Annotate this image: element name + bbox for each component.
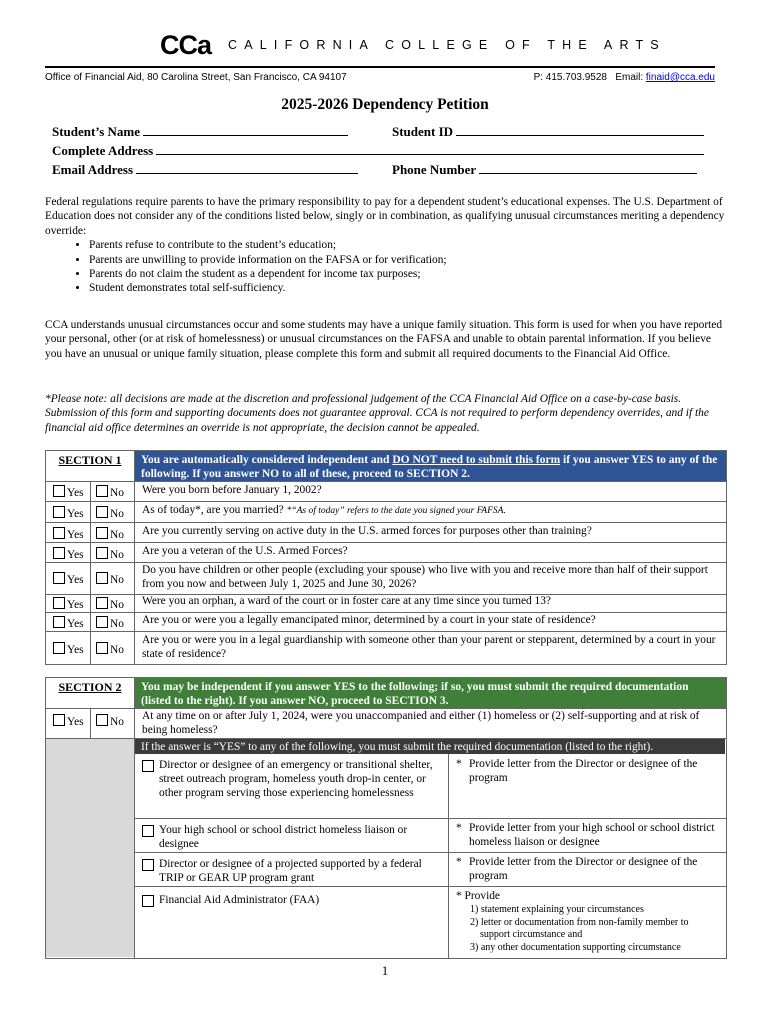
section1-label: SECTION 1 (58, 453, 122, 467)
cca-paragraph: CCA understands unusual circumstances occur and some students may have a unique family situation. This form is used for when you have reported your personal, other (or at risk of homelessness) or unusual circumstances on the FAFSA and unable to obtain parental information. If you believe you have an unusual or unique family situation, please complete this form and submit all required documents to the Financial Aid Office. (45, 319, 723, 360)
checkbox[interactable] (96, 547, 108, 559)
option-faa[interactable] (142, 893, 442, 907)
option-faa-text: Financial Aid Administrator (FAA) (159, 894, 320, 906)
checkbox[interactable] (53, 714, 65, 726)
bullet-item: • Parents are unwilling to provide information on the FAFSA or for verification; (89, 253, 725, 267)
q4-no[interactable] (96, 547, 124, 561)
checkbox[interactable] (142, 760, 154, 772)
q5-yes[interactable] (53, 572, 84, 586)
option-liaison-text: Your high school or school district homeless liaison or designee (159, 824, 408, 850)
yes-label: Yes (67, 574, 84, 586)
checkbox[interactable] (53, 572, 65, 584)
option-trip[interactable] (142, 857, 442, 885)
no-label: No (110, 549, 124, 561)
section1-header-emphasis: DO NOT need to submit this form (392, 454, 561, 466)
section2-subheader: If the answer is “YES” to any of the following, you must submit the required documentation (listed to the right). (135, 739, 725, 754)
gray-column (46, 739, 134, 957)
section1-header-text-end: if you answer YES to any of the following. If you answer NO to all of these, proceed to SECTION 2. (141, 454, 718, 480)
question-7: Are you or were you a legally emancipated minor, determined by a court in your state of residence? (142, 614, 596, 626)
s2-yes[interactable] (53, 714, 84, 728)
yes-label: Yes (67, 508, 84, 520)
no-label: No (110, 529, 124, 541)
checkbox[interactable] (53, 642, 65, 654)
s2-no[interactable] (96, 714, 124, 728)
yes-label: Yes (67, 487, 84, 499)
intro-text: Federal regulations require parents to have the primary responsibility to pay for a dependent student’s educational expenses. The U.S. Department of Education does not consider any of the conditions listed below, singly or in combination, as qualifying unusual circumstances meriting a dependency override: (45, 196, 725, 237)
no-label: No (110, 508, 124, 520)
no-label: No (110, 716, 124, 728)
checkbox[interactable] (53, 485, 65, 497)
married-note: *“As of today” refers to the date you signed your FAFSA. (286, 506, 506, 516)
q3-yes[interactable] (53, 527, 84, 541)
checkbox[interactable] (53, 616, 65, 628)
logo-name: CALIFORNIA COLLEGE OF THE ARTS (228, 38, 666, 52)
yes-label: Yes (67, 618, 84, 630)
address-field[interactable] (52, 143, 704, 159)
checkbox[interactable] (53, 597, 65, 609)
phone: P: 415.703.9528 (533, 72, 607, 83)
address-label: Complete Address (52, 143, 154, 158)
intro-bullets (45, 238, 725, 296)
question-8: Are you or were you in a legal guardianship with someone other than your parent or stepparent, determined by a court in your state of residence? (142, 634, 716, 660)
page-title: 2025-2026 Dependency Petition (281, 96, 489, 113)
q6-yes[interactable] (53, 597, 84, 611)
checkbox[interactable] (96, 642, 108, 654)
doc-liaison-text: Provide letter from your high school or school district homeless liaison or designee (469, 822, 715, 848)
contact-info (534, 72, 715, 83)
email-label: Email: (615, 72, 644, 83)
faa-item: 3) any other documentation supporting circumstance (470, 941, 681, 953)
section2-header: You may be independent if you answer YES to the following; if so, you must submit the required documentation (listed to the right). If you answer NO, proceed to SECTION 3. (135, 678, 726, 709)
student-name-field[interactable] (52, 124, 348, 140)
checkbox[interactable] (53, 547, 65, 559)
question-6: Were you an orphan, a ward of the court or in foster care at any time since you turned 13? (142, 595, 551, 607)
page-number: 1 (381, 963, 389, 978)
no-label: No (110, 574, 124, 586)
office-address: Office of Financial Aid, 80 Carolina Street, San Francisco, CA 94107 (45, 72, 347, 83)
q1-no[interactable] (96, 485, 124, 499)
doc-shelter-text: Provide letter from the Director or designee of the program (469, 758, 698, 784)
question-5: Do you have children or other people (excluding your spouse) who live with you and receive more than half of their support from you now and between July 1, 2025 and June 30, 2026? (142, 564, 708, 590)
question-4: Are you a veteran of the U.S. Armed Forces? (142, 545, 348, 557)
doc-trip: * Provide letter from the Director or designee of the program (456, 855, 720, 883)
student-id-field[interactable] (392, 124, 704, 140)
faa-items (456, 904, 720, 954)
no-label: No (110, 487, 124, 499)
faa-item: 2) letter or documentation from non-family member to support circumstance and (470, 916, 689, 940)
question-2 (142, 503, 506, 518)
email-field-label: Email Address (52, 162, 134, 177)
faa-item: 1) statement explaining your circumstances (470, 904, 644, 915)
checkbox[interactable] (142, 895, 154, 907)
q7-no[interactable] (96, 616, 124, 630)
header-rule (45, 66, 715, 68)
phone-label: Phone Number (392, 162, 476, 177)
q2-no[interactable] (96, 506, 124, 520)
email-link[interactable]: finaid@cca.edu (645, 72, 715, 83)
no-label: No (110, 599, 124, 611)
checkbox[interactable] (96, 572, 108, 584)
checkbox[interactable] (96, 616, 108, 628)
yes-label: Yes (67, 716, 84, 728)
q2-yes[interactable] (53, 506, 84, 520)
doc-shelter: * Provide letter from the Director or designee of the program (456, 757, 720, 785)
section2-question: At any time on or after July 1, 2024, were you unaccompanied and either (1) homeless or (2) self-supporting and at risk of being homeless? (142, 710, 700, 736)
q4-yes[interactable] (53, 547, 84, 561)
doc-faa: * Provide 1) statement explaining your circumstances 2) letter or documentation from non-family member to support circumstance and 3) any other documentation supporting circumstance (456, 889, 720, 954)
section1-header-text: You are automatically considered independent and (141, 454, 393, 466)
option-shelter[interactable] (142, 758, 442, 800)
q3-no[interactable] (96, 527, 124, 541)
checkbox[interactable] (96, 527, 108, 539)
email-field[interactable] (52, 162, 358, 178)
section2-label: SECTION 2 (58, 680, 122, 694)
q5-no[interactable] (96, 572, 124, 586)
cca-logo (160, 30, 666, 61)
phone-field[interactable] (392, 162, 697, 178)
student-name-label: Student’s Name (52, 124, 140, 139)
no-label: No (110, 618, 124, 630)
checkbox[interactable] (142, 859, 154, 871)
question-3: Are you currently serving on active duty in the U.S. armed forces for purposes other than training? (142, 525, 592, 537)
section1-header (135, 451, 726, 482)
intro-paragraph (45, 195, 725, 296)
doc-liaison: * Provide letter from your high school or school district homeless liaison or designee (456, 821, 720, 849)
logo-mark: CCa (160, 30, 212, 60)
q1-yes[interactable] (53, 485, 84, 499)
option-shelter-text: Director or designee of an emergency or transitional shelter, street outreach program, homeless youth drop-in center, or other program serving those experiencing homelessness (159, 759, 433, 799)
yes-label: Yes (67, 549, 84, 561)
disclaimer-note: *Please note: all decisions are made at the discretion and professional judgement of the CCA Financial Aid Office on a case-by-case basis. Submission of this form and supporting documents does not guarantee approval. CCA is not required to perform dependency overrides, and if the financial aid office determines an override is not appropriate, the decision cannot be appealed. (45, 393, 709, 434)
checkbox[interactable] (96, 597, 108, 609)
yes-label: Yes (67, 644, 84, 656)
q6-no[interactable] (96, 597, 124, 611)
doc-trip-text: Provide letter from the Director or designee of the program (469, 856, 698, 882)
q8-yes[interactable] (53, 642, 84, 656)
question-2-text: As of today*, are you married? (142, 504, 287, 516)
option-liaison[interactable] (142, 823, 442, 851)
question-1: Were you born before January 1, 2002? (142, 484, 322, 496)
bullet-item: • Parents refuse to contribute to the student’s education; (89, 238, 725, 252)
option-trip-text: Director or designee of a projected supported by a federal TRIP or GEAR UP program grant (159, 858, 422, 884)
bullet-item: • Student demonstrates total self-sufficiency. (89, 281, 725, 295)
q8-no[interactable] (96, 642, 124, 656)
yes-label: Yes (67, 599, 84, 611)
checkbox[interactable] (96, 506, 108, 518)
student-id-label: Student ID (392, 124, 454, 139)
bullet-item: • Parents do not claim the student as a dependent for income tax purposes; (89, 267, 725, 281)
checkbox[interactable] (96, 485, 108, 497)
checkbox[interactable] (96, 714, 108, 726)
q7-yes[interactable] (53, 616, 84, 630)
doc-faa-text: Provide (464, 890, 500, 902)
yes-label: Yes (67, 529, 84, 541)
checkbox[interactable] (53, 527, 65, 539)
checkbox[interactable] (142, 825, 154, 837)
no-label: No (110, 644, 124, 656)
checkbox[interactable] (53, 506, 65, 518)
